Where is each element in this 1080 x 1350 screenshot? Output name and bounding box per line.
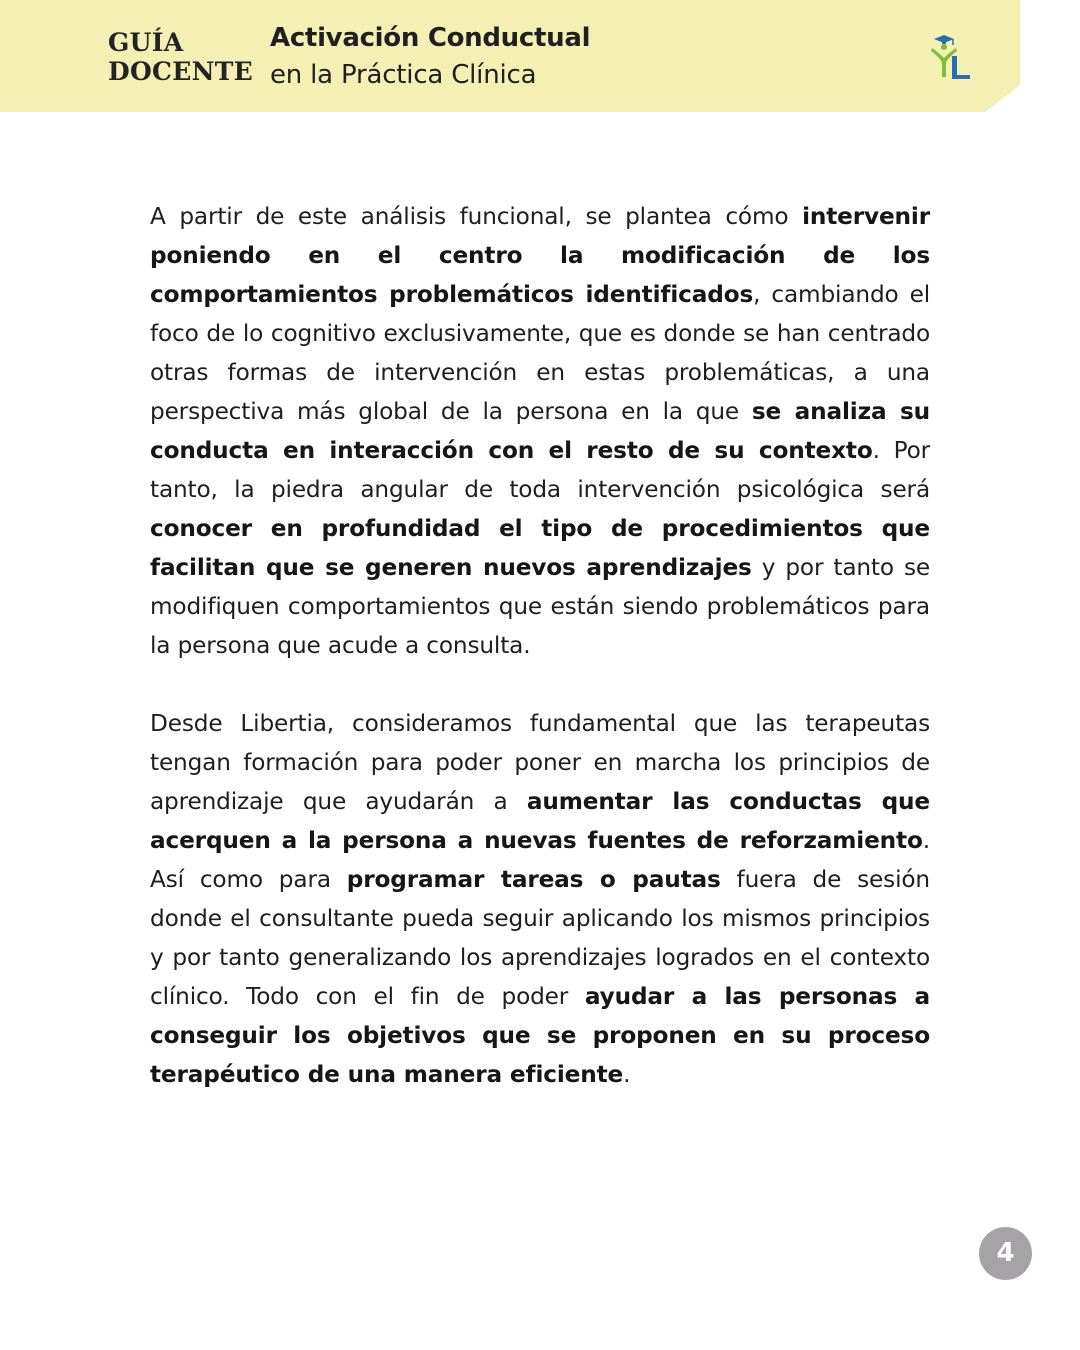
text-run: Desde Libertia, consideramos fundamental que las terapeutas tengan formación para poder poner en marcha los principios de aprendizaje que ayudarán a (150, 710, 930, 815)
bold-phrase: ayudar a las personas a conseguir los objetivos que se proponen en su proceso terapéutico de una manera eficiente (150, 983, 930, 1088)
text-run: . Así como para (150, 827, 930, 893)
text-run: . Por tanto, la piedra angular de toda intervención psicológica será (150, 437, 930, 503)
body-text (150, 197, 930, 1094)
document-title (270, 20, 590, 94)
text-run: , cambiando el foco de lo cognitivo exclusivamente, que es donde se han centrado otras formas de intervención en estas problemáticas, a una perspectiva más global de la persona en la que (150, 281, 930, 425)
libertia-logo-icon (922, 32, 974, 84)
bold-phrase: aumentar las conductas que acerquen a la persona a nuevas fuentes de reforzamiento (150, 788, 930, 854)
paragraph-libertia (150, 704, 930, 1094)
bold-phrase: conocer en profundidad el tipo de procedimientos que facilitan que se generen nuevos aprendizajes (150, 515, 930, 581)
title-regular: en la Práctica Clínica (270, 60, 537, 90)
title-bold: Activación Conductual (270, 23, 591, 53)
paragraph-analysis (150, 197, 930, 665)
guide-label-line2: DOCENTE (108, 57, 254, 86)
text-run: fuera de sesión donde el consultante pueda seguir aplicando los mismos principios y por tanto generalizando los aprendizajes logrados en el contexto clínico. Todo con el fin de poder (150, 866, 930, 1010)
guide-label (108, 28, 258, 86)
guide-label-line1: GUÍA (108, 28, 184, 57)
page-number-badge: 4 (979, 1227, 1032, 1280)
text-run: A partir de este análisis funcional, se plantea cómo (150, 203, 803, 230)
text-run: . (623, 1061, 631, 1088)
bold-phrase: programar tareas o pautas (346, 866, 721, 893)
bold-phrase: se analiza su conducta en interacción con el resto de su contexto (150, 398, 931, 464)
text-run: y por tanto se modifiquen comportamientos que están siendo problemáticos para la persona que acude a consulta. (150, 554, 930, 659)
bold-phrase: intervenir poniendo en el centro la modificación de los comportamientos problemáticos identificados (150, 203, 930, 308)
